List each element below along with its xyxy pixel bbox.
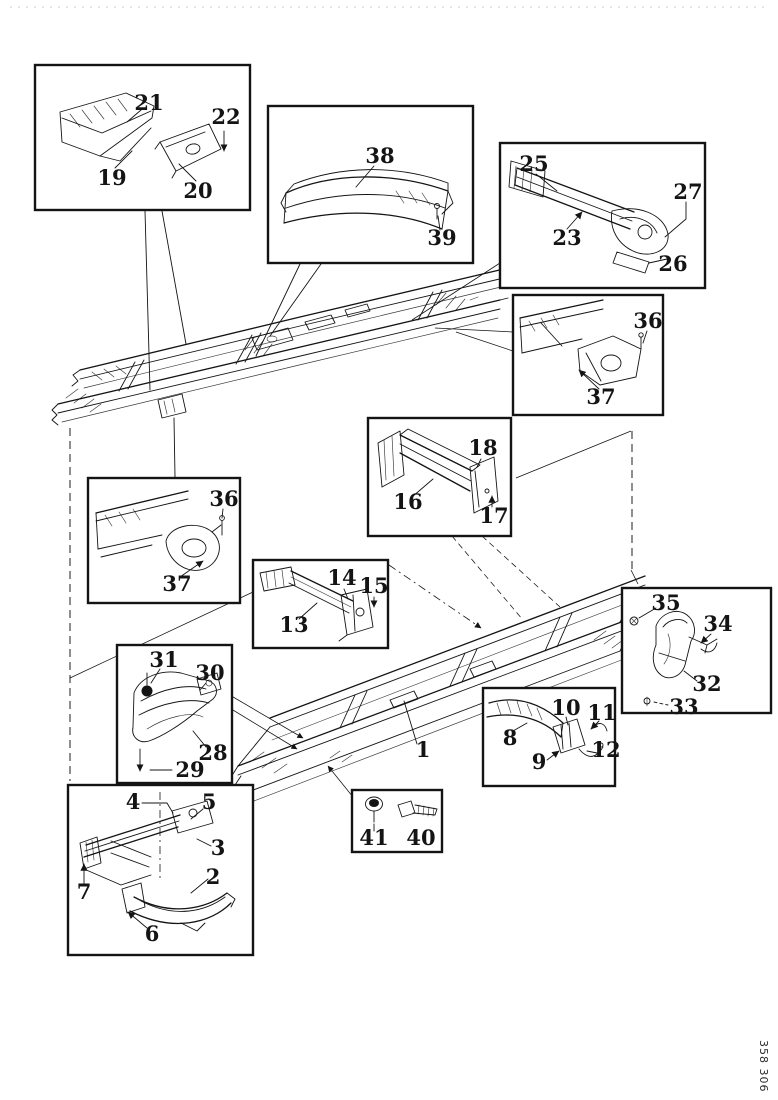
callout-11: 11 — [587, 700, 617, 725]
callout-6: 6 — [144, 921, 160, 946]
callout-22: 22 — [211, 104, 241, 129]
drawing-number: 358 306 — [757, 1040, 770, 1093]
callout-41: 41 — [359, 825, 389, 850]
inset-box-2-7 — [68, 785, 253, 955]
inset-box-32-35 — [622, 588, 771, 719]
callout-1: 1 — [415, 737, 431, 762]
callout-17: 17 — [479, 503, 509, 528]
callout-20: 20 — [183, 178, 213, 203]
callout-3: 3 — [210, 835, 226, 860]
inset-box-23-27 — [500, 143, 705, 288]
callout-40: 40 — [406, 825, 436, 850]
callout-16: 16 — [393, 489, 423, 514]
callout-21: 21 — [134, 90, 164, 115]
callout-35: 35 — [651, 590, 681, 615]
callout-10: 10 — [551, 695, 581, 720]
inset-box-28-31 — [117, 645, 232, 783]
callout-15: 15 — [359, 573, 389, 598]
callout-36-left: 36 — [209, 486, 239, 511]
inset-frame — [68, 785, 253, 955]
inset-box-38-39 — [268, 106, 473, 263]
inset-box-40-41 — [352, 790, 442, 852]
callout-27: 27 — [673, 179, 703, 204]
callout-2: 2 — [205, 864, 221, 889]
callout-12: 12 — [591, 737, 621, 762]
callout-28: 28 — [198, 740, 228, 765]
callout-32: 32 — [692, 671, 722, 696]
callout-23: 23 — [552, 225, 582, 250]
callout-14: 14 — [327, 565, 357, 590]
callout-8: 8 — [502, 725, 518, 750]
callout-31: 31 — [149, 647, 179, 672]
callout-13: 13 — [279, 612, 309, 637]
callout-38: 38 — [365, 143, 395, 168]
callout-30: 30 — [195, 660, 225, 685]
callout-19: 19 — [97, 165, 127, 190]
inset-box-36-37-right — [513, 295, 663, 415]
inset-box-36-37-left — [88, 478, 240, 603]
callout-34: 34 — [703, 611, 733, 636]
callout-7: 7 — [76, 879, 92, 904]
inset-box-8-12 — [483, 688, 621, 786]
callout-33: 33 — [669, 694, 699, 719]
callout-4: 4 — [125, 789, 141, 814]
callout-37-left: 37 — [162, 571, 192, 596]
inset-box-16-18 — [368, 418, 511, 536]
callout-18: 18 — [468, 435, 498, 460]
inset-box-19-22 — [35, 65, 250, 210]
callout-26: 26 — [658, 251, 688, 276]
callout-39: 39 — [427, 225, 457, 250]
upper-frame-assembly — [52, 268, 512, 425]
callout-9: 9 — [531, 749, 547, 774]
callout-36-right: 36 — [633, 308, 663, 333]
callout-25: 25 — [519, 151, 549, 176]
callout-37-right: 37 — [586, 384, 616, 409]
callout-29: 29 — [175, 757, 205, 782]
callout-5: 5 — [201, 789, 217, 814]
inset-box-13-15 — [253, 560, 389, 648]
